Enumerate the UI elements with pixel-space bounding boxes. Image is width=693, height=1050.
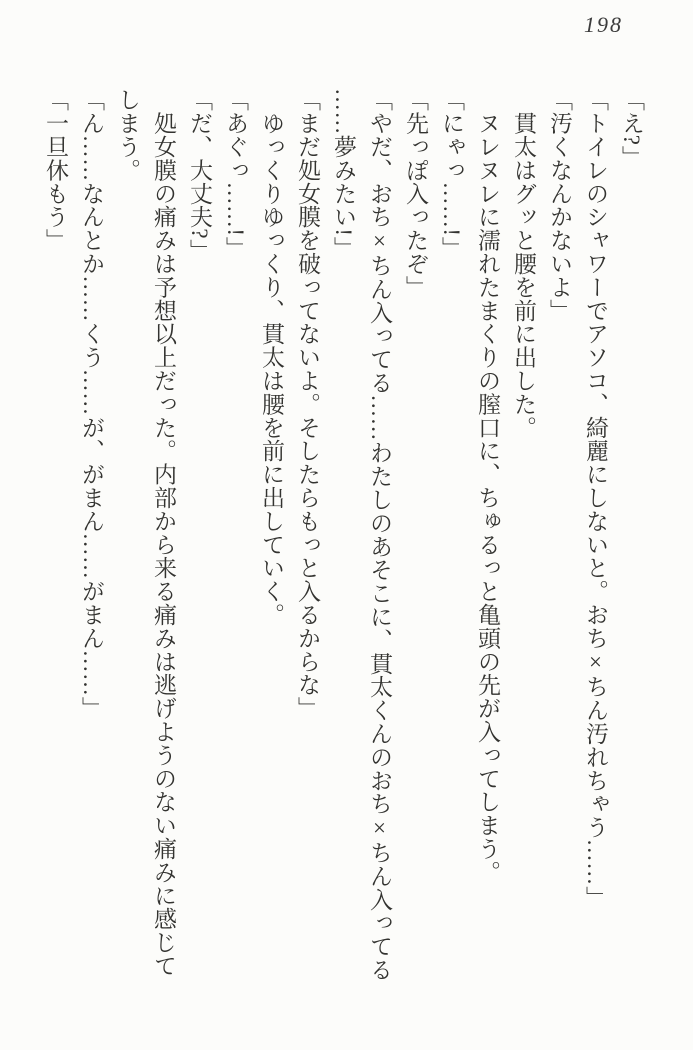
text-line: ……夢みたい!」 bbox=[331, 88, 356, 260]
text-line: 処女膜の痛みは予想以上だった。内部から来る痛みは逃げようのない痛みに感じて bbox=[151, 88, 176, 978]
text-line: ヌレヌレに濡れたまくりの膣口に、ちゅるっと亀頭の先が入ってしまう。 bbox=[475, 88, 500, 884]
text-line: 「ん……なんとか……くう……が、がまん……がまん……」 bbox=[79, 88, 104, 720]
text-line: 貫太はグッと腰を前に出した。 bbox=[511, 88, 536, 439]
text-line: ゆっくりゆっくり、貫太は腰を前に出していく。 bbox=[259, 88, 284, 627]
text-line: しまう。 bbox=[115, 88, 140, 182]
text-line: 「一旦休もう」 bbox=[43, 88, 68, 252]
page-number: 198 bbox=[584, 12, 623, 37]
text-block bbox=[37, 88, 649, 1010]
text-line: 「にゃっ……!」 bbox=[439, 88, 464, 260]
text-line: 「まだ処女膜を破ってないよ。そしたらもっと入るからな」 bbox=[295, 88, 320, 720]
text-line: 「え?」 bbox=[619, 88, 644, 169]
text-line: 「汚くなんかないよ」 bbox=[547, 88, 572, 322]
text-line: 「トイレのシャワーでアソコ、綺麗にしないと。おち×ちん汚れちゃう……」 bbox=[583, 88, 608, 909]
text-line: 「だ、大丈夫?」 bbox=[187, 88, 212, 263]
text-line: 「やだ、おち×ちん入ってる……わたしのあそこに、貫太くんのおち×ちん入ってる bbox=[367, 88, 392, 982]
text-line: 「あぐっ……!」 bbox=[223, 88, 248, 260]
text-line: 「先っぽ入ったぞ」 bbox=[403, 88, 428, 299]
